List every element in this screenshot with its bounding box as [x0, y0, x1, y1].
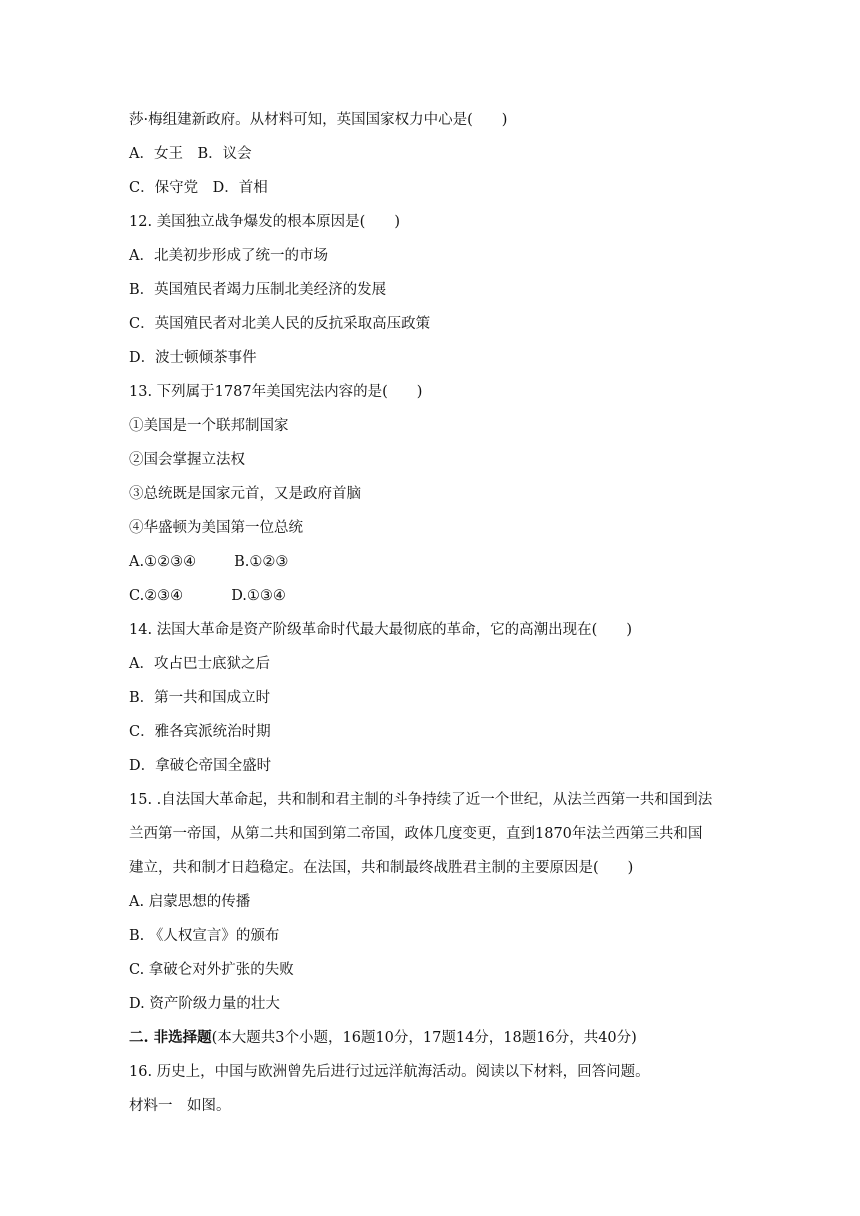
q13-item-1: ①美国是一个联邦制国家	[129, 418, 289, 434]
q15-stem-line-3: 建立，共和制才日趋稳定。在法国，共和制最终战胜君主制的主要原因是( )	[129, 860, 634, 876]
q14-option-d: D．拿破仑帝国全盛时	[129, 758, 272, 774]
q15-option-c: C. 拿破仑对外扩张的失败	[129, 962, 294, 978]
q14-option-c: C．雅各宾派统治时期	[129, 724, 271, 740]
q13-item-2: ②国会掌握立法权	[129, 452, 245, 468]
q12-option-c: C．英国殖民者对北美人民的反抗采取高压政策	[129, 316, 431, 332]
q12-stem: 12. 美国独立战争爆发的根本原因是( )	[129, 214, 400, 230]
q13-options-cd	[129, 586, 286, 606]
section-2-scoring: (本大题共3个小题，16题10分，17题14分，18题16分，共40分)	[211, 1030, 637, 1046]
q13-item-4: ④华盛顿为美国第一位总统	[129, 520, 303, 536]
q15-stem-line-2: 兰西第一帝国，从第二共和国到第二帝国，政体几度变更，直到1870年法兰西第三共和国	[129, 826, 703, 842]
q12-option-b: B．英国殖民者竭力压制北美经济的发展	[129, 282, 387, 298]
q14-option-b: B．第一共和国成立时	[129, 690, 271, 706]
q13-option-b: B.①②③	[234, 554, 289, 570]
q13-options-ab	[129, 552, 288, 572]
q11-options-cd: C．保守党 D．首相	[129, 180, 268, 196]
q16-stem: 16. 历史上，中国与欧洲曾先后进行过远洋航海活动。阅读以下材料，回答问题。	[129, 1064, 650, 1080]
q12-option-a: A．北美初步形成了统一的市场	[129, 248, 328, 264]
q12-option-d: D．波士顿倾茶事件	[129, 350, 257, 366]
q13-item-3: ③总统既是国家元首，又是政府首脑	[129, 486, 361, 502]
q13-option-a: A.①②③④	[129, 554, 197, 570]
section-2-title: 二. 非选择题	[129, 1029, 212, 1046]
q15-option-a: A. 启蒙思想的传播	[129, 894, 251, 910]
q15-option-b: B. 《人权宣言》的颁布	[129, 928, 280, 944]
q14-option-a: A．攻占巴士底狱之后	[129, 656, 270, 672]
q15-stem-line-1: 15. .自法国大革命起，共和制和君主制的斗争持续了近一个世纪，从法兰西第一共和国到法	[129, 792, 713, 808]
q11-options-ab: A．女王 B．议会	[129, 146, 252, 162]
q16-material-1: 材料一 如图。	[129, 1098, 231, 1114]
q13-stem: 13. 下列属于1787年美国宪法内容的是( )	[129, 384, 423, 400]
q13-option-d: D.①③④	[231, 588, 286, 604]
q14-stem: 14. 法国大革命是资产阶级革命时代最大最彻底的革命，它的高潮出现在( )	[129, 622, 632, 638]
q11-stem-tail: 莎·梅组建新政府。从材料可知，英国国家权力中心是( )	[129, 112, 508, 128]
q13-option-c: C.②③④	[129, 588, 184, 604]
q15-option-d: D. 资产阶级力量的壮大	[129, 996, 280, 1012]
section-2-heading	[129, 1028, 637, 1048]
